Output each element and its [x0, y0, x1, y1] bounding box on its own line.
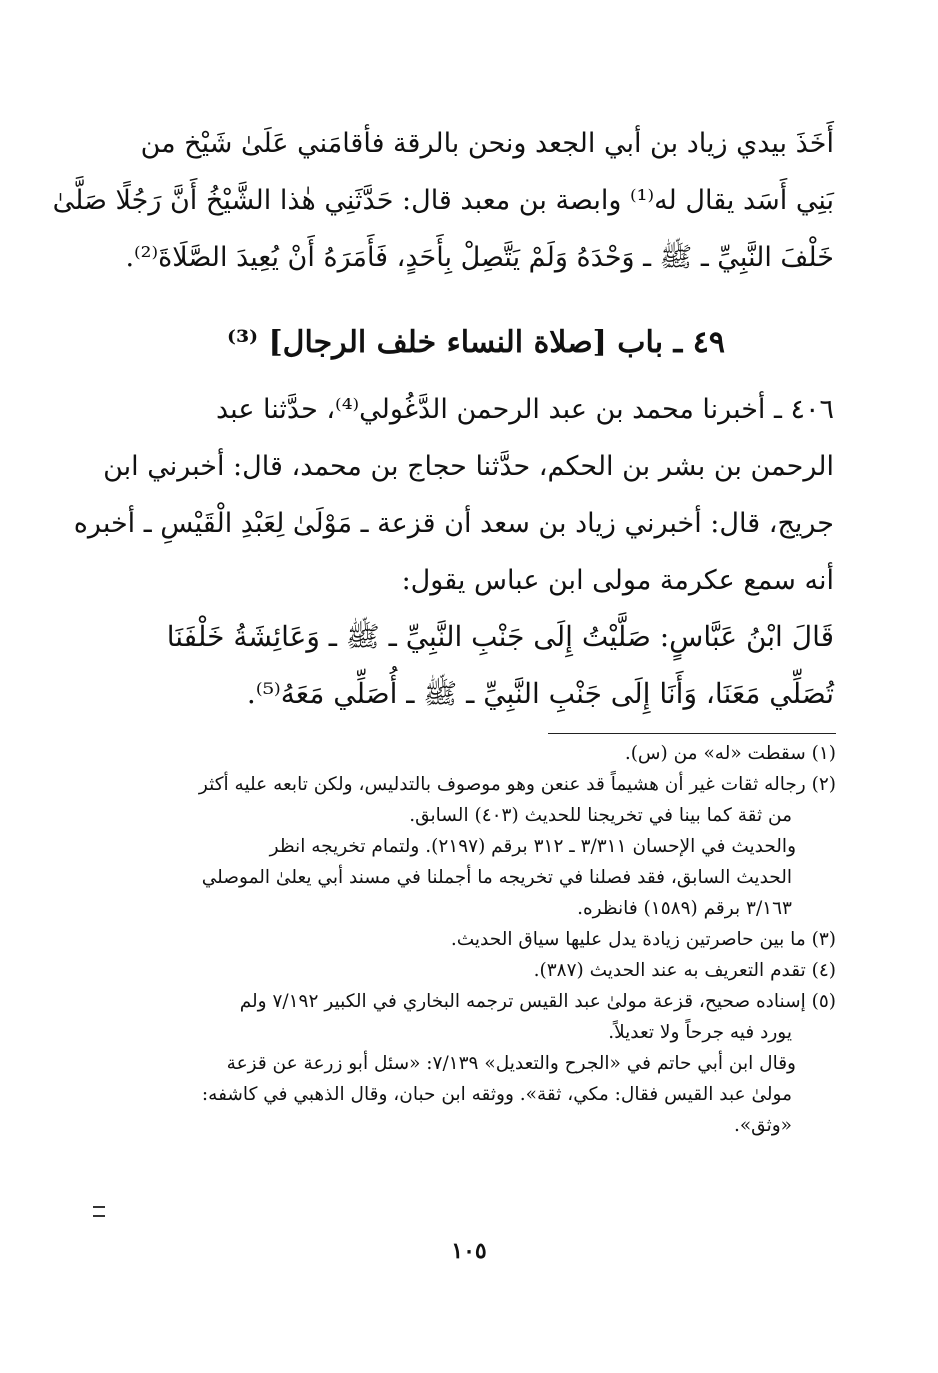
footnote-3	[118, 924, 836, 955]
text-line: ٤٠٦ ـ أخبرنا محمد بن عبد الرحمن الدَّغُولي⁽⁴⁾، حدَّثنا عبد	[216, 394, 834, 425]
text-line: أنه سمع عكرمة مولى ابن عباس يقول:	[401, 565, 834, 596]
text-line: قَالَ ابْنُ عَبَّاسٍ: صَلَّيْتُ إِلَى جَنْبِ النَّبِيِّ ـ ﷺ ـ وَعَائِشَةُ خَلْفَنَا	[166, 620, 834, 653]
footnote-line: وقال ابن أبي حاتم في «الجرح والتعديل» ٧/١٣٩: «سئل أبو زرعة عن قزعة	[226, 1053, 796, 1074]
hadith-chain-paragraph	[73, 381, 834, 609]
footnote-line: من ثقة كما بينا في تخريجنا للحديث (٤٠٣) السابق.	[409, 805, 792, 826]
footnote-line: (٥) إسناده صحيح، قزعة مولىٰ عبد القيس ترجمه البخاري في الكبير ٧/١٩٢ ولم	[239, 991, 836, 1012]
paragraph-continuation	[52, 115, 834, 286]
footnote-line: (١) سقطت «له» من (س).	[624, 743, 836, 764]
footnote-separator	[548, 733, 836, 734]
page-number: ١٠٥	[451, 1238, 487, 1264]
footnote-5	[118, 986, 836, 1141]
text-line: خَلْفَ النَّبِيِّ ـ ﷺ ـ وَحْدَهُ وَلَمْ يَتَّصِلْ بِأَحَدٍ، فَأَمَرَهُ أَنْ يُعِيدَ الصَّلَاةَ⁽²⁾.	[125, 242, 834, 273]
footnote-4	[118, 955, 836, 986]
chapter-heading: ٤٩ ـ باب [صلاة النساء خلف الرجال] ⁽³⁾	[227, 325, 725, 360]
footnote-line: (٣) ما بين حاصرتين زيادة يدل عليها سياق الحديث.	[450, 929, 836, 950]
footnote-line: يورد فيه جرحاً ولا تعديلاً.	[608, 1022, 792, 1043]
footnote-line: «وثق».	[733, 1115, 792, 1136]
text-line: الرحمن بن بشر بن الحكم، حدَّثنا حجاج بن محمد، قال: أخبرني ابن	[103, 451, 834, 482]
hadith-text-paragraph	[118, 608, 834, 722]
footnote-line: والحديث في الإحسان ٣/٣١١ ـ ٣١٢ برقم (٢١٩٧). ولتمام تخريجه انظر	[269, 836, 796, 857]
text-line: تُصَلِّي مَعَنَا، وَأَنَا إِلَى جَنْبِ النَّبِيِّ ـ ﷺ ـ أُصَلِّي مَعَهُ⁽⁵⁾.	[246, 677, 834, 710]
footnote-line: الحديث السابق، فقد فصلنا في تخريجه ما أجملنا في مسند أبي يعلىٰ الموصلي	[201, 867, 792, 888]
footnote-line: (٢) رجاله ثقات غير أن هشيماً قد عنعن وهو موصوف بالتدليس، ولكن تابعه عليه أكثر	[198, 774, 836, 795]
text-line: أَخَذَ بيدي زياد بن أبي الجعد ونحن بالرقة فأقامَني عَلَىٰ شَيْخ من	[140, 128, 834, 159]
footnote-line: ٣/١٦٣ برقم (١٥٨٩) فانظره.	[577, 898, 792, 919]
footnote-line: (٤) تقدم التعريف به عند الحديث (٣٨٧).	[533, 960, 836, 981]
text-line: جريج، قال: أخبرني زياد بن سعد أن قزعة ـ مَوْلَىٰ لِعَبْدِ الْقَيْسِ ـ أخبره	[73, 508, 834, 539]
footnote-2	[118, 769, 836, 924]
footnote-line: مولىٰ عبد القيس فقال: مكي، ثقة». ووثقه ابن حبان، وقال الذهبي في كاشفه:	[201, 1084, 792, 1105]
footnotes	[118, 738, 836, 1141]
text-line: بَنِي أَسَد يقال له⁽¹⁾ وابصة بن معبد قال: حَدَّثَنِي هٰذا الشَّيْخُ أَنَّ رَجُلًا صَلَّىٰ	[52, 185, 834, 216]
margin-mark	[93, 1206, 105, 1217]
footnote-1	[118, 738, 836, 769]
